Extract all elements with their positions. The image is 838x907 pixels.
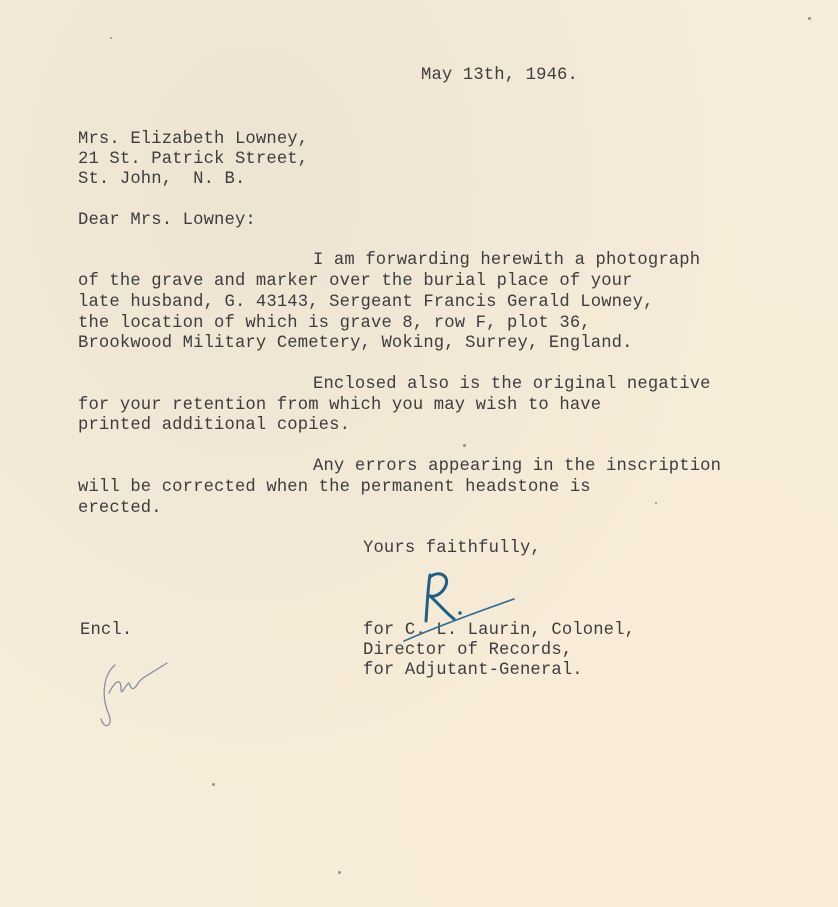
paragraph-2-line-2: for your retention from which you may wish to have <box>78 396 602 415</box>
signature-line-1: for C. L. Laurin, Colonel, <box>363 621 636 640</box>
paragraph-2-line-3: printed additional copies. <box>78 416 351 435</box>
signature-line-3: for Adjutant-General. <box>363 661 583 680</box>
paper-speck <box>212 783 215 786</box>
paper-speck <box>808 17 811 20</box>
paper-speck <box>655 502 657 504</box>
paragraph-1-line-4: the location of which is grave 8, row F, plot 36, <box>78 314 591 333</box>
pencil-initials-icon <box>95 655 175 735</box>
recipient-name: Mrs. Elizabeth Lowney, <box>78 130 309 149</box>
recipient-street: 21 St. Patrick Street, <box>78 150 309 169</box>
paragraph-3-line-1: Any errors appearing in the inscription <box>313 457 722 476</box>
paper-speck <box>338 871 341 874</box>
letter-date: May 13th, 1946. <box>421 66 578 85</box>
signature-line-2: Director of Records, <box>363 641 573 660</box>
paragraph-1-line-2: of the grave and marker over the burial place of your <box>78 272 633 291</box>
handwritten-signature-r-icon <box>400 565 520 645</box>
paper-speck <box>110 37 112 39</box>
paper-speck <box>463 444 466 447</box>
paragraph-1-line-3: late husband, G. 43143, Sergeant Francis Gerald Lowney, <box>78 293 654 312</box>
closing: Yours faithfully, <box>363 539 541 558</box>
paragraph-1-line-5: Brookwood Military Cemetery, Woking, Surrey, England. <box>78 334 633 353</box>
enclosure-note: Encl. <box>80 621 133 640</box>
paragraph-2-line-1: Enclosed also is the original negative <box>313 375 711 394</box>
recipient-city: St. John, N. B. <box>78 170 246 189</box>
paragraph-1-line-1: I am forwarding herewith a photograph <box>313 251 701 270</box>
paragraph-3-line-3: erected. <box>78 499 162 518</box>
paragraph-3-line-2: will be corrected when the permanent headstone is <box>78 478 591 497</box>
salutation: Dear Mrs. Lowney: <box>78 211 256 230</box>
